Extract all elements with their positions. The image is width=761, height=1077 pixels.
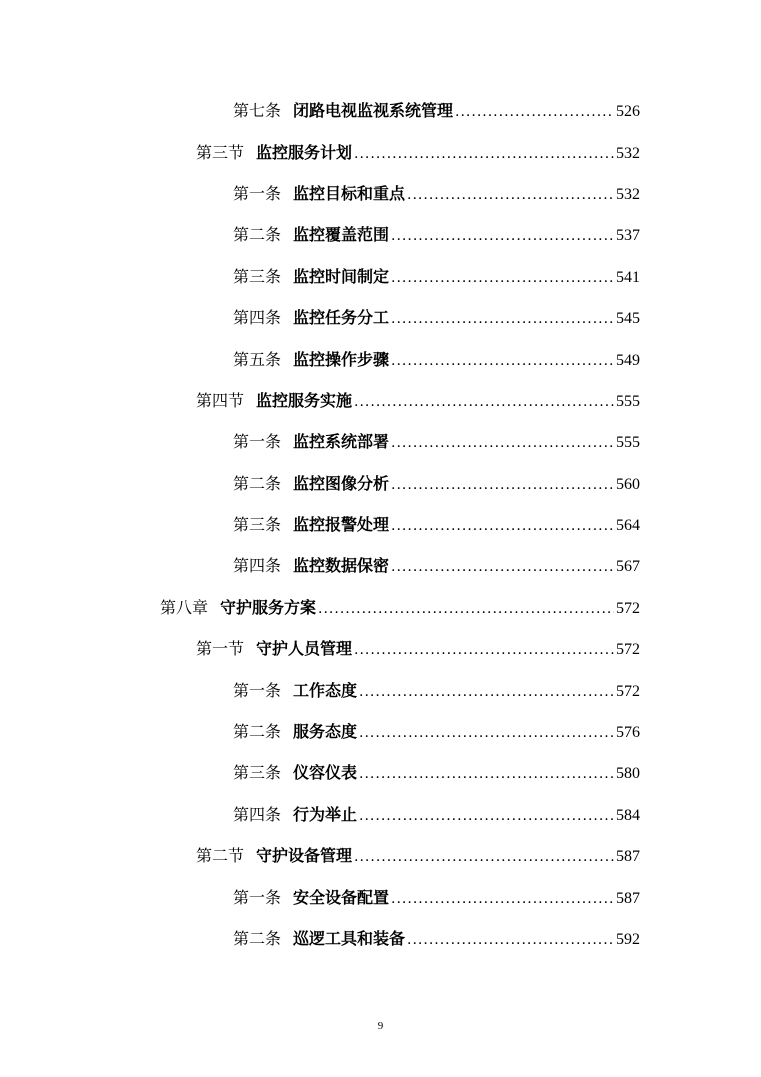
toc-entry[interactable] — [0, 834, 761, 875]
toc-entry[interactable] — [0, 793, 761, 834]
toc-entry-number: 第七条 — [233, 101, 282, 121]
toc-entry-title: 监控时间制定 — [293, 266, 390, 286]
toc-entry-line — [160, 595, 761, 618]
toc-entry[interactable] — [0, 130, 761, 171]
toc-entry-number: 第二条 — [233, 929, 282, 948]
toc-entry-number: 第二条 — [233, 473, 282, 493]
toc-entry-line — [233, 471, 761, 494]
toc-dot-leader — [354, 394, 614, 410]
toc-entry-line — [233, 719, 761, 742]
toc-dot-leader — [359, 808, 614, 824]
toc-entry-page: 537 — [616, 227, 640, 245]
toc-entry-line — [233, 802, 761, 825]
toc-entry-page: 541 — [616, 268, 640, 286]
toc-entry-title: 监控任务分工 — [293, 308, 390, 328]
toc-entry-line — [196, 843, 761, 866]
toc-entry-line — [233, 181, 761, 204]
toc-entry-page: 572 — [616, 682, 640, 700]
toc-entry-line — [196, 140, 761, 163]
toc-entry[interactable] — [0, 296, 761, 337]
toc-entry-page: 564 — [616, 517, 640, 535]
toc-entry-line — [233, 347, 761, 370]
toc-entry-page: 587 — [616, 848, 640, 866]
toc-dot-leader — [391, 477, 614, 493]
toc-entry-title: 仪容仪表 — [293, 763, 358, 783]
toc-entry-page: 592 — [616, 931, 640, 948]
toc-entry[interactable] — [0, 503, 761, 544]
toc-entry[interactable] — [0, 544, 761, 585]
toc-entry[interactable] — [0, 462, 761, 503]
toc-entry-page: 526 — [616, 103, 640, 121]
toc-entry-line — [233, 98, 761, 121]
toc-dot-leader — [354, 146, 614, 162]
toc-dot-leader — [359, 684, 614, 700]
table-of-contents — [0, 89, 761, 958]
page-number: 9 — [377, 1020, 384, 1032]
toc-entry-page: 580 — [616, 765, 640, 783]
toc-entry-number: 第三节 — [196, 142, 245, 162]
toc-entry-number: 第二条 — [233, 225, 282, 245]
toc-entry-page: 560 — [616, 475, 640, 493]
toc-entry-number: 第四条 — [233, 804, 282, 824]
toc-entry-page: 567 — [616, 558, 640, 576]
toc-entry-title: 监控图像分析 — [293, 473, 390, 493]
toc-entry-title: 服务态度 — [293, 722, 358, 742]
toc-dot-leader — [354, 849, 614, 865]
toc-dot-leader — [391, 435, 614, 451]
toc-entry-line — [233, 926, 761, 949]
toc-entry-number: 第三条 — [233, 266, 282, 286]
toc-dot-leader — [391, 311, 614, 327]
toc-entry-number: 第一条 — [233, 183, 282, 203]
toc-dot-leader — [407, 187, 614, 203]
toc-entry-line — [233, 553, 761, 576]
toc-entry-number: 第一条 — [233, 887, 282, 907]
toc-entry-page: 555 — [616, 434, 640, 452]
toc-entry-page: 532 — [616, 144, 640, 162]
toc-entry[interactable] — [0, 875, 761, 916]
toc-dot-leader — [354, 642, 614, 658]
toc-entry-number: 第四节 — [196, 390, 245, 410]
toc-dot-leader — [391, 228, 614, 244]
toc-entry-page: 584 — [616, 806, 640, 824]
toc-entry-line — [233, 885, 761, 908]
toc-dot-leader — [391, 353, 614, 369]
toc-entry-page: 549 — [616, 351, 640, 369]
toc-entry-number: 第四条 — [233, 308, 282, 328]
toc-entry-title: 行为举止 — [293, 804, 358, 824]
toc-dot-leader — [318, 601, 614, 617]
toc-entry-title: 守护人员管理 — [256, 639, 353, 659]
toc-dot-leader — [391, 518, 614, 534]
toc-entry-line — [196, 388, 761, 411]
toc-entry[interactable] — [0, 586, 761, 627]
toc-entry-title: 监控操作步骤 — [293, 349, 390, 369]
toc-entry-number: 第四条 — [233, 556, 282, 576]
toc-entry-title: 安全设备配置 — [293, 887, 390, 907]
toc-dot-leader — [391, 270, 614, 286]
toc-entry-title: 监控报警处理 — [293, 515, 390, 535]
toc-entry[interactable] — [0, 420, 761, 461]
toc-entry[interactable] — [0, 627, 761, 668]
toc-entry[interactable] — [0, 710, 761, 751]
toc-entry-number: 第二节 — [196, 846, 245, 866]
toc-dot-leader — [391, 891, 614, 907]
toc-entry[interactable] — [0, 255, 761, 296]
toc-entry[interactable] — [0, 213, 761, 254]
toc-entry-page: 572 — [616, 641, 640, 659]
toc-entry-title: 监控服务实施 — [256, 390, 353, 410]
toc-dot-leader — [391, 559, 614, 575]
toc-entry[interactable] — [0, 89, 761, 130]
toc-entry-line — [196, 636, 761, 659]
toc-dot-leader — [455, 104, 614, 120]
toc-entry-line — [233, 222, 761, 245]
toc-entry-page: 587 — [616, 889, 640, 907]
toc-entry-page: 576 — [616, 724, 640, 742]
toc-entry-title: 监控数据保密 — [293, 556, 390, 576]
toc-entry-number: 第一条 — [233, 680, 282, 700]
toc-dot-leader — [359, 766, 614, 782]
toc-entry[interactable] — [0, 337, 761, 378]
toc-entry-title: 监控覆盖范围 — [293, 225, 390, 245]
toc-entry-line — [233, 760, 761, 783]
toc-dot-leader — [359, 725, 614, 741]
toc-entry-line — [233, 429, 761, 452]
toc-entry[interactable] — [0, 751, 761, 792]
toc-entry[interactable] — [0, 379, 761, 420]
toc-entry-number: 第八章 — [160, 597, 209, 617]
toc-entry-number: 第二条 — [233, 722, 282, 742]
toc-entry-page: 532 — [616, 185, 640, 203]
toc-entry-title: 守护设备管理 — [256, 846, 353, 866]
toc-entry-line — [233, 678, 761, 701]
toc-entry-line — [233, 305, 761, 328]
toc-entry-number: 第五条 — [233, 349, 282, 369]
toc-entry-page: 555 — [616, 392, 640, 410]
toc-entry-number: 第三条 — [233, 763, 282, 783]
toc-entry[interactable] — [0, 172, 761, 213]
toc-entry-line — [233, 512, 761, 535]
toc-entry-number: 第一条 — [233, 432, 282, 452]
toc-entry-title: 监控服务计划 — [256, 142, 353, 162]
toc-entry-page: 572 — [616, 599, 640, 617]
toc-entry-number: 第一节 — [196, 639, 245, 659]
toc-entry-number: 第三条 — [233, 515, 282, 535]
toc-entry-title: 监控系统部署 — [293, 432, 390, 452]
toc-entry-title: 巡逻工具和装备 — [293, 929, 406, 948]
toc-entry-page: 545 — [616, 310, 640, 328]
toc-entry-title: 监控目标和重点 — [293, 183, 406, 203]
toc-entry-title: 守护服务方案 — [220, 597, 317, 617]
toc-dot-leader — [407, 932, 614, 948]
toc-entry[interactable] — [0, 668, 761, 709]
toc-entry-title: 工作态度 — [293, 680, 358, 700]
toc-entry-title: 闭路电视监视系统管理 — [293, 101, 454, 121]
toc-entry[interactable] — [0, 917, 761, 958]
toc-entry-line — [233, 264, 761, 287]
